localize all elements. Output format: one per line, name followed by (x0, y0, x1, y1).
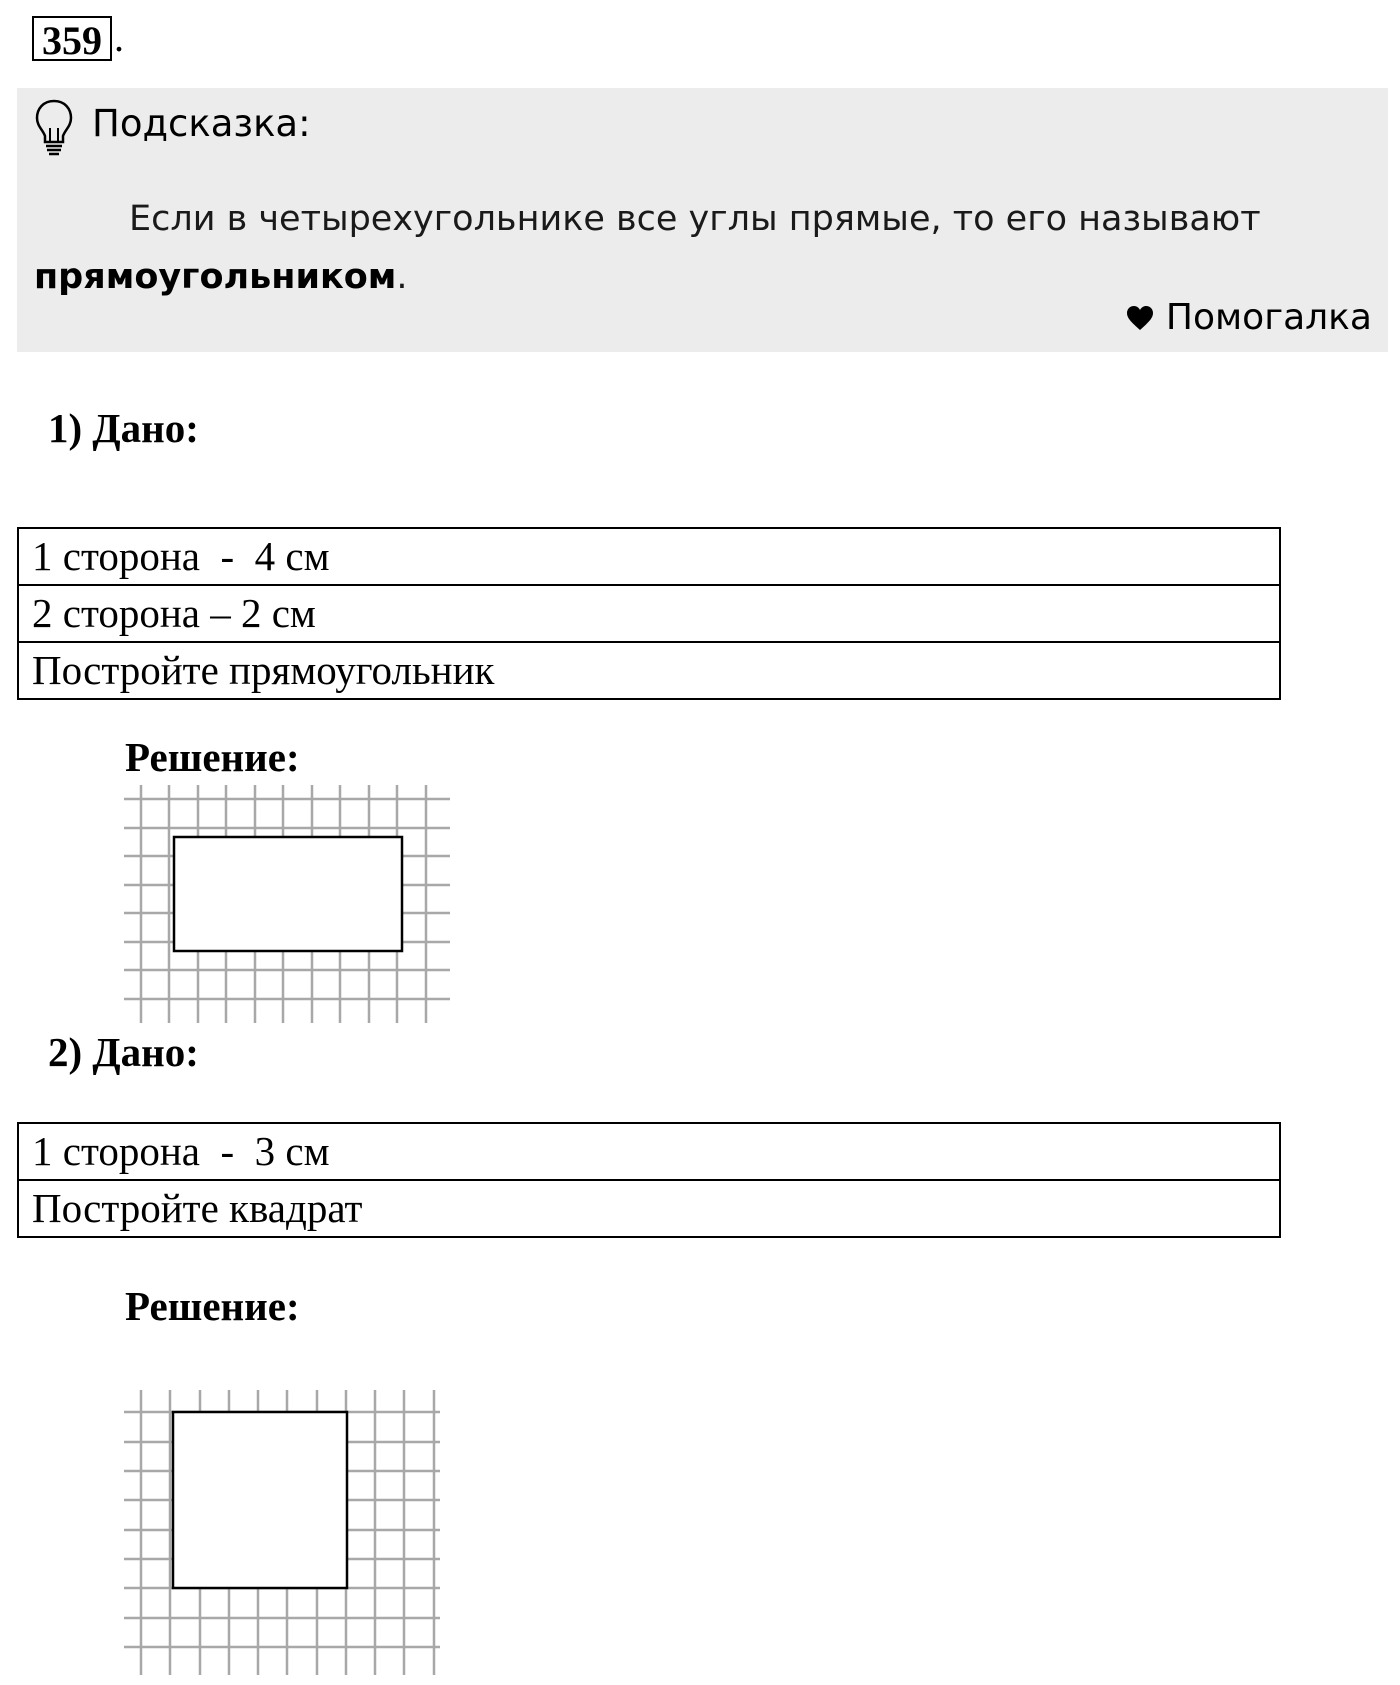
task-number-dot: . (114, 15, 124, 60)
part2-grid-drawing (124, 1390, 444, 1680)
table-row (18, 1180, 1280, 1237)
credit-label: Помогалка (1165, 297, 1372, 338)
hint-panel (17, 88, 1388, 352)
table-cell: Постройте прямоугольник (18, 642, 1280, 699)
task-number-box: 359 (32, 16, 112, 61)
lightbulb-icon (34, 98, 74, 158)
table-cell: 1 сторона - 3 см (18, 1123, 1280, 1180)
table-row (18, 528, 1280, 585)
table-cell: Постройте квадрат (18, 1180, 1280, 1237)
table-row (18, 642, 1280, 699)
hint-text-after: . (396, 257, 408, 297)
part1-heading: 1) Дано: (48, 405, 199, 451)
part1-grid-drawing (124, 785, 454, 1025)
hint-text-before: Если в четырехугольнике все углы прямые, то его называют (129, 199, 1261, 239)
part2-heading: 2) Дано: (48, 1029, 199, 1075)
square-figure (173, 1412, 347, 1588)
hint-title: Подсказка: (92, 102, 311, 145)
heart-icon (1126, 305, 1154, 331)
task-number (32, 16, 124, 61)
table-row (18, 1123, 1280, 1180)
part2-given-table (17, 1122, 1281, 1238)
table-cell: 2 сторона – 2 см (18, 585, 1280, 642)
hint-text (34, 190, 1364, 306)
credit (1126, 296, 1372, 340)
part1-solution-label: Решение: (125, 734, 300, 780)
part2-solution-label: Решение: (125, 1283, 300, 1329)
rectangle-figure (174, 837, 402, 951)
table-row (18, 585, 1280, 642)
hint-term: прямоугольником (34, 257, 397, 297)
part1-given-table (17, 527, 1281, 700)
table-cell: 1 сторона - 4 см (18, 528, 1280, 585)
